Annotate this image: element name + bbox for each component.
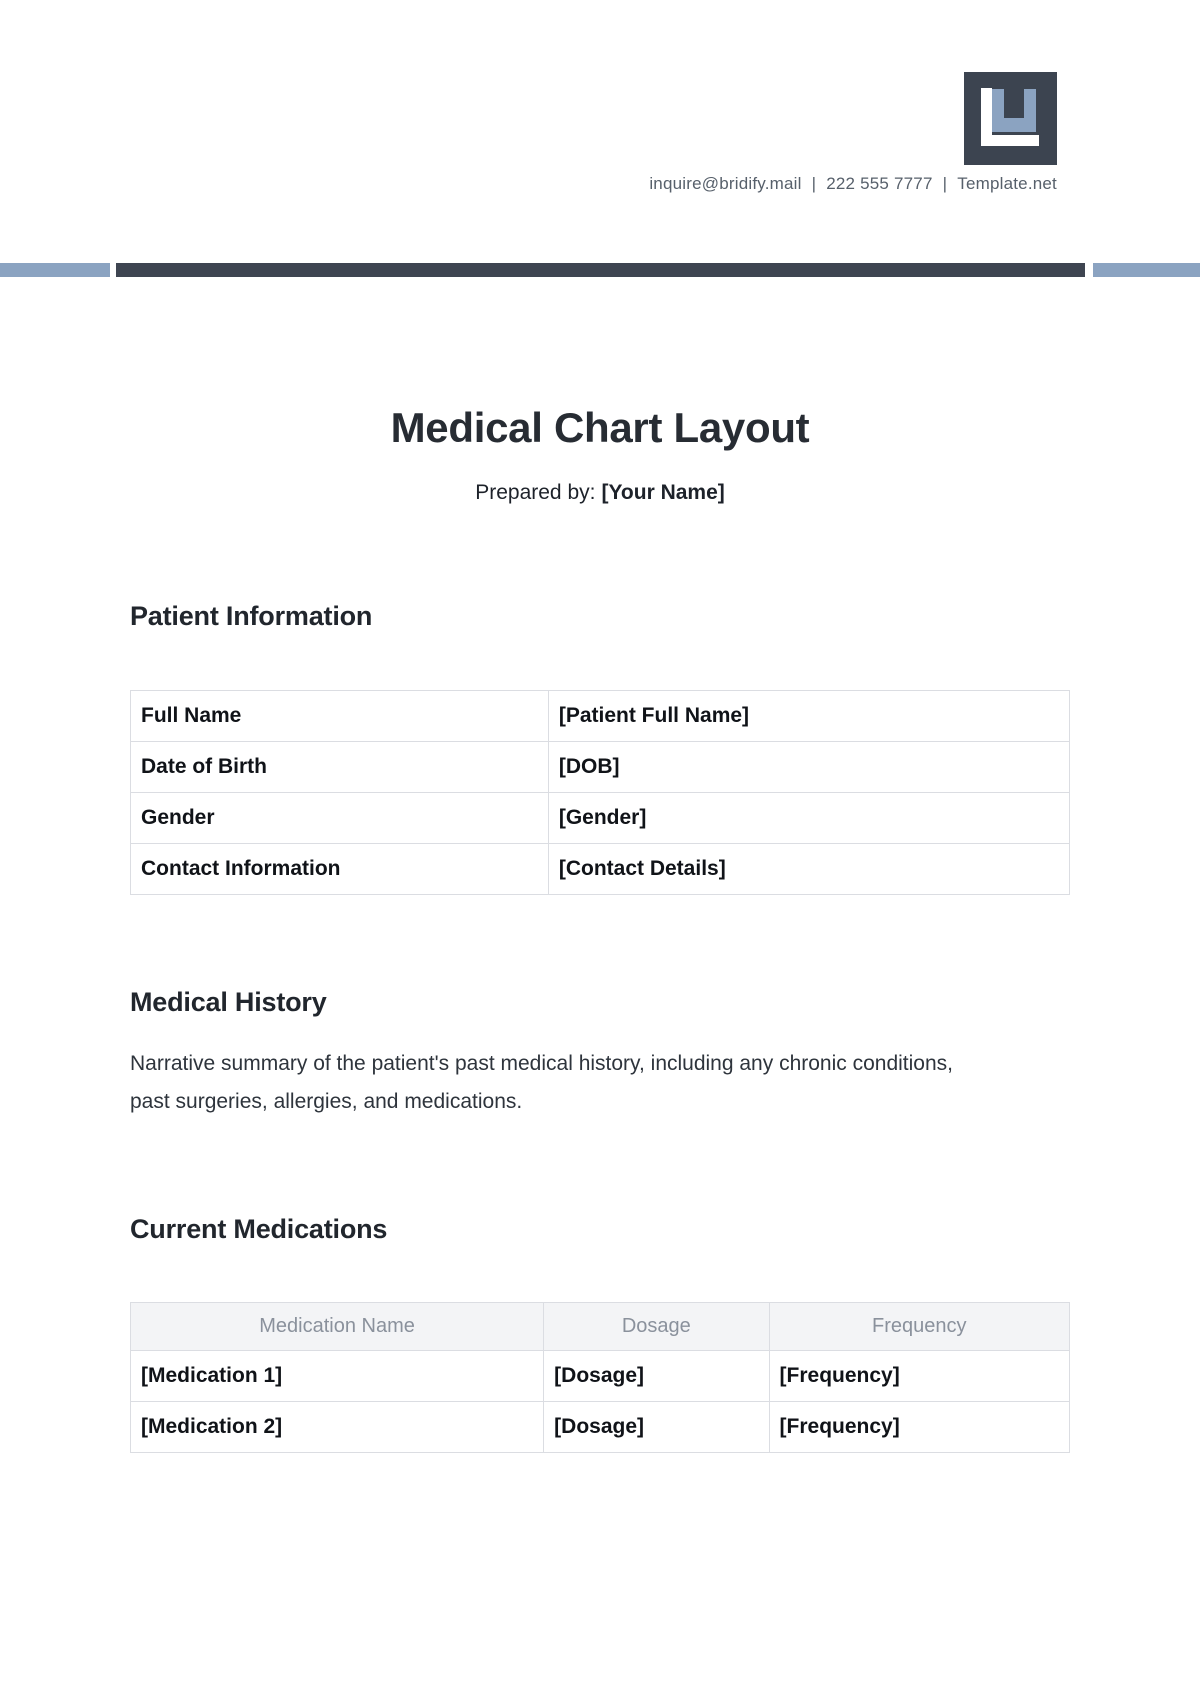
row-value: [Contact Details] — [548, 844, 1069, 895]
column-header-medication-name: Medication Name — [131, 1303, 544, 1351]
medication-name-cell: [Medication 2] — [131, 1402, 544, 1453]
patient-info-table — [130, 690, 1070, 895]
table-row — [131, 742, 1070, 793]
page-header — [0, 0, 1200, 263]
contact-email: inquire@bridify.mail — [649, 174, 802, 193]
row-label: Contact Information — [131, 844, 549, 895]
row-label: Gender — [131, 793, 549, 844]
column-header-dosage: Dosage — [544, 1303, 769, 1351]
divider-segment-dark — [116, 263, 1085, 277]
table-row — [131, 691, 1070, 742]
column-header-frequency: Frequency — [769, 1303, 1069, 1351]
divider-gap — [1085, 263, 1093, 277]
contact-separator: | — [942, 174, 948, 193]
table-header-row — [131, 1303, 1070, 1351]
contact-phone: 222 555 7777 — [826, 174, 933, 193]
current-medications-heading: Current Medications — [130, 1214, 388, 1245]
dosage-cell: [Dosage] — [544, 1402, 769, 1453]
medical-history-paragraph: Narrative summary of the patient's past medical history, including any chronic conditions, past surgeries, allergies, and medications. — [130, 1052, 953, 1114]
row-value: [DOB] — [548, 742, 1069, 793]
frequency-cell: [Frequency] — [769, 1402, 1069, 1453]
divider-segment-blue-right — [1093, 263, 1200, 277]
dosage-cell: [Dosage] — [544, 1351, 769, 1402]
row-value: [Gender] — [548, 793, 1069, 844]
table-row — [131, 1351, 1070, 1402]
medications-table — [130, 1302, 1070, 1453]
patient-information-heading: Patient Information — [130, 601, 373, 632]
row-label: Date of Birth — [131, 742, 549, 793]
divider-segment-blue-left — [0, 263, 110, 277]
contact-website: Template.net — [957, 174, 1057, 193]
table-row — [131, 793, 1070, 844]
row-label: Full Name — [131, 691, 549, 742]
medication-name-cell: [Medication 1] — [131, 1351, 544, 1402]
prepared-by-name: [Your Name] — [601, 481, 725, 505]
table-row — [131, 844, 1070, 895]
prepared-by-line — [130, 479, 1070, 507]
medical-history-heading: Medical History — [130, 987, 327, 1018]
frequency-cell: [Frequency] — [769, 1351, 1069, 1402]
contact-separator: | — [811, 174, 817, 193]
prepared-by-label: Prepared by: — [475, 481, 596, 505]
row-value: [Patient Full Name] — [548, 691, 1069, 742]
divider-bar — [0, 263, 1200, 277]
brand-logo-icon — [964, 72, 1057, 165]
contact-line — [649, 174, 1057, 194]
table-row — [131, 1402, 1070, 1453]
document-content — [0, 403, 1200, 1453]
page-title: Medical Chart Layout — [390, 404, 810, 451]
